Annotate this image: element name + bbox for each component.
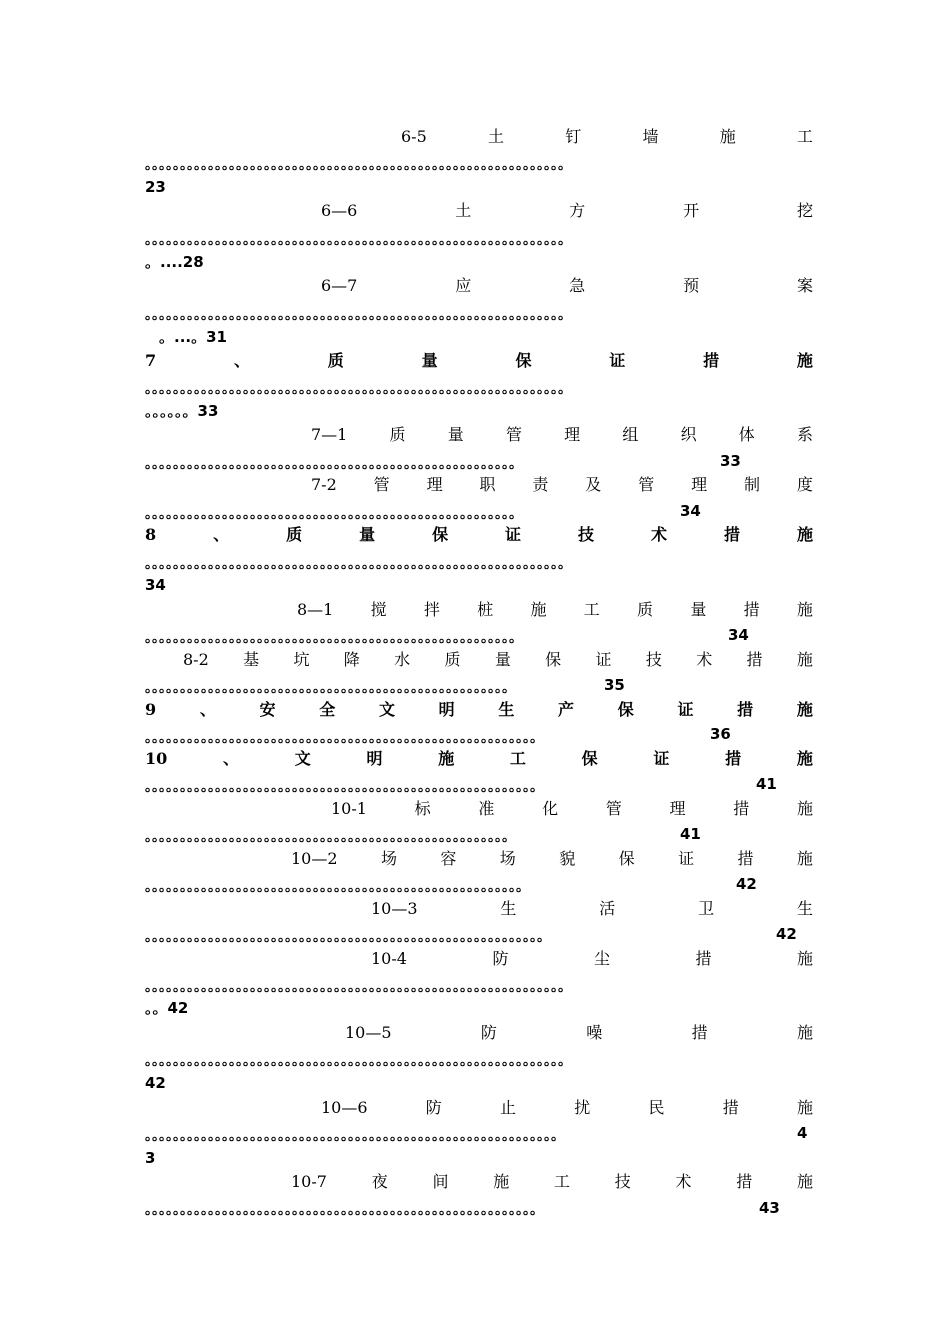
- toc-title-token: 术: [696, 650, 713, 669]
- toc-page-number: 35: [604, 676, 625, 694]
- toc-title-token: 、: [213, 525, 230, 544]
- toc-title-token: 场: [380, 849, 397, 868]
- toc-title-token: 7-2: [311, 475, 337, 494]
- toc-title-token: 责: [532, 475, 549, 494]
- toc-title-token: 土: [487, 127, 504, 146]
- toc-dot-leader: 。。。。。。。。。。。。。。。。。。。。。。。。。。。。。。。。。。。。。。。。。。。。。。。。。。。。。: [145, 506, 523, 522]
- toc-title-token: 证: [678, 849, 695, 868]
- toc-title-token: 6-5: [401, 127, 427, 146]
- toc-dot-leader: 。。。。。。。。。。。。。。。。。。。。。。。。。。。。。。。。。。。。。。。。。。。。。。。。。。。。: [145, 680, 516, 696]
- toc-title-token: 技: [614, 1172, 631, 1191]
- toc-title-token: 工: [509, 749, 526, 768]
- toc-title-token: 量: [359, 525, 376, 544]
- toc-title-token: 管: [373, 475, 390, 494]
- toc-title-token: 保: [515, 351, 532, 370]
- toc-title-token: 安: [259, 700, 276, 719]
- toc-title-token: 证: [653, 749, 670, 768]
- toc-title-token: 质: [444, 650, 461, 669]
- toc-title-token: 10—5: [345, 1023, 392, 1042]
- toc-title-token: 措: [733, 799, 750, 818]
- toc-page-number: 41: [680, 825, 701, 843]
- toc-page-number-part: 4: [797, 1124, 808, 1142]
- toc-title-token: 施: [438, 749, 455, 768]
- toc-title-token: 施: [719, 127, 736, 146]
- toc-title-token: 技: [645, 650, 662, 669]
- toc-entry-title[interactable]: [371, 949, 813, 969]
- toc-dot-leader: 。。。。。。。。。。。。。。。。。。。。。。。。。。。。。。。。。。。。。。。。。。。。。。。。。。。。。。。。。: [145, 929, 551, 945]
- toc-title-token: 体: [738, 425, 755, 444]
- toc-title-token: 坑: [293, 650, 310, 669]
- toc-title-token: 明: [438, 700, 455, 719]
- toc-dot-leader: 。。。。。。。。。。。。。。。。。。。。。。。。。。。。。。。。。。。。。。。。。。。。。。。。。。。。。。: [145, 879, 530, 895]
- toc-title-token: 理: [426, 475, 443, 494]
- toc-title-token: 保: [618, 849, 635, 868]
- toc-page-number: 。。42: [145, 999, 189, 1017]
- toc-dot-leader: 。。。。。。。。。。。。。。。。。。。。。。。。。。。。。。。。。。。。。。。。。。。。。。。。。。。。。: [145, 456, 523, 472]
- toc-title-token: 保: [617, 700, 634, 719]
- toc-title-token: 准: [478, 799, 495, 818]
- toc-title-token: 文: [378, 700, 395, 719]
- toc-title-token: 桩: [477, 600, 494, 619]
- toc-dot-leader: 。。。。。。。。。。。。。。。。。。。。。。。。。。。。。。。。。。。。。。。。。。。。。。。。。。。。。。。。。。。: [145, 1128, 565, 1144]
- toc-title-token: 技: [578, 525, 595, 544]
- toc-title-token: 貌: [559, 849, 576, 868]
- toc-title-token: 防: [480, 1023, 497, 1042]
- toc-dot-leader: 。。。。。。。。。。。。。。。。。。。。。。。。。。。。。。。。。。。。。。。。。。。。。。。。。。。。。。。。。。。。: [145, 556, 572, 572]
- toc-title-token: 产: [558, 700, 575, 719]
- toc-title-token: 6—7: [321, 276, 358, 295]
- toc-title-token: 措: [743, 600, 760, 619]
- toc-dot-leader: 。。。。。。。。。。。。。。。。。。。。。。。。。。。。。。。。。。。。。。。。。。。。。。。。。。。。。。。。。。。。: [145, 307, 572, 323]
- toc-title-token: 理: [669, 799, 686, 818]
- toc-title-token: 工: [583, 600, 600, 619]
- toc-title-token: 挖: [796, 201, 813, 220]
- toc-title-token: 理: [564, 425, 581, 444]
- toc-title-token: 卫: [698, 899, 715, 918]
- toc-page-number: 42: [145, 1074, 166, 1092]
- toc-title-token: 量: [447, 425, 464, 444]
- toc-title-token: 制: [744, 475, 761, 494]
- toc-title-token: 急: [569, 276, 586, 295]
- toc-title-token: 施: [796, 799, 813, 818]
- toc-title-token: 证: [677, 700, 694, 719]
- toc-title-token: 8—1: [297, 600, 334, 619]
- toc-page-number: 42: [776, 925, 797, 943]
- toc-title-token: 10—3: [371, 899, 418, 918]
- toc-title-token: 8-2: [183, 650, 209, 669]
- toc-title-token: 民: [648, 1098, 665, 1117]
- toc-page-number: 43: [759, 1199, 780, 1217]
- toc-title-token: 搅: [370, 600, 387, 619]
- toc-title-token: 措: [736, 1172, 753, 1191]
- toc-title-token: 质: [327, 351, 344, 370]
- toc-title-token: 方: [569, 201, 586, 220]
- toc-title-token: 措: [725, 749, 742, 768]
- toc-title-token: 防: [425, 1098, 442, 1117]
- toc-title-token: 7—1: [311, 425, 348, 444]
- toc-title-token: 证: [505, 525, 522, 544]
- toc-dot-leader: 。。。。。。。。。。。。。。。。。。。。。。。。。。。。。。。。。。。。。。。。。。。。。。。。。。。。。。。。。。。。: [145, 232, 572, 248]
- toc-title-token: 钉: [565, 127, 582, 146]
- toc-title-token: 案: [796, 276, 813, 295]
- toc-title-token: 证: [595, 650, 612, 669]
- toc-title-token: 措: [695, 949, 712, 968]
- toc-page-number: 3: [145, 1149, 156, 1167]
- toc-title-token: 质: [389, 425, 406, 444]
- toc-title-token: 全: [319, 700, 336, 719]
- toc-title-token: 10—2: [291, 849, 338, 868]
- toc-dot-leader: 。。。。。。。。。。。。。。。。。。。。。。。。。。。。。。。。。。。。。。。。。。。。。。。。。。。。。。。。。。。。: [145, 1053, 572, 1069]
- toc-title-token: 噪: [586, 1023, 603, 1042]
- toc-dot-leader: 。。。。。。。。。。。。。。。。。。。。。。。。。。。。。。。。。。。。。。。。。。。。。。。。。。。。。。。。。。。。: [145, 381, 572, 397]
- toc-title-token: 措: [691, 1023, 708, 1042]
- toc-entry-title[interactable]: [145, 351, 813, 371]
- toc-title-token: 质: [637, 600, 654, 619]
- toc-title-token: 施: [530, 600, 547, 619]
- toc-title-token: 施: [796, 600, 813, 619]
- toc-page-number: 。...。31: [159, 328, 227, 346]
- toc-title-token: 量: [690, 600, 707, 619]
- toc-title-token: 基: [243, 650, 260, 669]
- toc-page-number: 34: [680, 502, 701, 520]
- toc-title-token: 管: [638, 475, 655, 494]
- toc-dot-leader: 。。。。。。。。。。。。。。。。。。。。。。。。。。。。。。。。。。。。。。。。。。。。。。。。。。。。。。。。。。。。: [145, 157, 572, 173]
- toc-title-token: 量: [494, 650, 511, 669]
- toc-title-token: 施: [796, 1172, 813, 1191]
- toc-page-number: 34: [728, 626, 749, 644]
- toc-entry-title[interactable]: [291, 1172, 813, 1192]
- toc-title-token: 拌: [423, 600, 440, 619]
- toc-title-token: 工: [796, 127, 813, 146]
- toc-title-token: 场: [499, 849, 516, 868]
- toc-title-token: 施: [796, 351, 813, 370]
- toc-title-token: 证: [609, 351, 626, 370]
- toc-title-token: 施: [796, 1098, 813, 1117]
- toc-page-number: 33: [720, 452, 741, 470]
- toc-title-token: 施: [796, 949, 813, 968]
- toc-dot-leader: 。。。。。。。。。。。。。。。。。。。。。。。。。。。。。。。。。。。。。。。。。。。。。。。。。。。。。。。。: [145, 1202, 544, 1218]
- toc-page-number: 。....28: [145, 253, 204, 271]
- toc-title-token: 度: [796, 475, 813, 494]
- toc-title-token: 保: [581, 749, 598, 768]
- toc-title-token: 施: [493, 1172, 510, 1191]
- toc-page-number: 36: [710, 725, 731, 743]
- toc-title-token: 措: [737, 700, 754, 719]
- toc-entry-title[interactable]: [311, 475, 813, 495]
- toc-title-token: 保: [432, 525, 449, 544]
- toc-title-token: 夜: [371, 1172, 388, 1191]
- toc-title-token: 措: [746, 650, 763, 669]
- toc-entry-title[interactable]: [371, 899, 813, 919]
- toc-title-token: 措: [722, 1098, 739, 1117]
- toc-title-token: 10: [145, 749, 168, 768]
- toc-title-token: 6—6: [321, 201, 358, 220]
- toc-title-token: 扰: [574, 1098, 591, 1117]
- toc-page-number: 41: [756, 775, 777, 793]
- toc-title-token: 措: [724, 525, 741, 544]
- toc-entry-title[interactable]: [321, 276, 813, 296]
- toc-dot-leader: 。。。。。。。。。。。。。。。。。。。。。。。。。。。。。。。。。。。。。。。。。。。。。。。。。。。。: [145, 829, 516, 845]
- toc-entry-title[interactable]: [183, 650, 813, 670]
- toc-title-token: 施: [796, 749, 813, 768]
- toc-entry-title[interactable]: [297, 600, 813, 620]
- toc-title-token: 生: [796, 899, 813, 918]
- toc-dot-leader: 。。。。。。。。。。。。。。。。。。。。。。。。。。。。。。。。。。。。。。。。。。。。。。。。。。。。。。。。。。。。: [145, 979, 572, 995]
- toc-title-token: 术: [651, 525, 668, 544]
- toc-title-token: 措: [703, 351, 720, 370]
- toc-entry-title[interactable]: [291, 849, 813, 869]
- toc-page-number: 42: [736, 875, 757, 893]
- toc-title-token: 明: [366, 749, 383, 768]
- toc-title-token: 质: [286, 525, 303, 544]
- toc-title-token: 止: [500, 1098, 517, 1117]
- toc-dot-leader: 。。。。。。。。。。。。。。。。。。。。。。。。。。。。。。。。。。。。。。。。。。。。。。。。。。。。。。。。: [145, 730, 544, 746]
- toc-title-token: 施: [796, 1023, 813, 1042]
- toc-title-token: 降: [343, 650, 360, 669]
- toc-title-token: 组: [622, 425, 639, 444]
- toc-title-token: 保: [545, 650, 562, 669]
- toc-title-token: 职: [479, 475, 496, 494]
- toc-title-token: 、: [233, 351, 250, 370]
- toc-title-token: 10-7: [291, 1172, 327, 1191]
- toc-title-token: 生: [500, 899, 517, 918]
- toc-title-token: 管: [505, 425, 522, 444]
- toc-dot-leader: 。。。。。。。。。。。。。。。。。。。。。。。。。。。。。。。。。。。。。。。。。。。。。。。。。。。。。: [145, 630, 523, 646]
- toc-title-token: 10-1: [331, 799, 367, 818]
- toc-title-token: 施: [796, 700, 813, 719]
- toc-title-token: 、: [199, 700, 216, 719]
- toc-title-token: 工: [553, 1172, 570, 1191]
- toc-entry-title[interactable]: [145, 749, 813, 769]
- toc-title-token: 量: [421, 351, 438, 370]
- toc-entry-title[interactable]: [331, 799, 813, 819]
- toc-title-token: 7: [145, 351, 157, 370]
- toc-title-token: 10—6: [321, 1098, 368, 1117]
- toc-entry-title[interactable]: [401, 127, 813, 147]
- toc-entry-title[interactable]: [321, 201, 813, 221]
- toc-entry-title[interactable]: [145, 525, 813, 545]
- toc-title-token: 施: [796, 849, 813, 868]
- toc-title-token: 文: [294, 749, 311, 768]
- toc-entry-title[interactable]: [311, 425, 813, 445]
- toc-title-token: 术: [675, 1172, 692, 1191]
- toc-title-token: 8: [145, 525, 157, 544]
- toc-title-token: 应: [455, 276, 472, 295]
- toc-title-token: 施: [796, 525, 813, 544]
- toc-title-token: 理: [691, 475, 708, 494]
- toc-title-token: 活: [599, 899, 616, 918]
- toc-entry-title[interactable]: [345, 1023, 813, 1043]
- toc-title-token: 间: [432, 1172, 449, 1191]
- toc-title-token: 墙: [642, 127, 659, 146]
- toc-dot-leader: 。。。。。。。。。。。。。。。。。。。。。。。。。。。。。。。。。。。。。。。。。。。。。。。。。。。。。。。。: [145, 779, 544, 795]
- toc-title-token: 生: [498, 700, 515, 719]
- toc-title-token: 9: [145, 700, 157, 719]
- toc-title-token: 土: [455, 201, 472, 220]
- toc-title-token: 施: [796, 650, 813, 669]
- toc-title-token: 预: [683, 276, 700, 295]
- toc-title-token: 防: [492, 949, 509, 968]
- toc-page-number: 34: [145, 576, 166, 594]
- toc-title-token: 10-4: [371, 949, 407, 968]
- toc-title-token: 管: [605, 799, 622, 818]
- toc-title-token: 及: [585, 475, 602, 494]
- toc-title-token: 开: [683, 201, 700, 220]
- toc-title-token: 容: [440, 849, 457, 868]
- toc-title-token: 织: [680, 425, 697, 444]
- toc-title-token: 系: [796, 425, 813, 444]
- toc-title-token: 尘: [593, 949, 610, 968]
- toc-entry-title[interactable]: [145, 700, 813, 720]
- toc-entry-title[interactable]: [321, 1098, 813, 1118]
- toc-title-token: 标: [414, 799, 431, 818]
- toc-title-token: 水: [394, 650, 411, 669]
- toc-title-token: 、: [222, 749, 239, 768]
- toc-title-token: 化: [542, 799, 559, 818]
- toc-page-number: 。。。。。。33: [145, 402, 219, 420]
- toc-title-token: 措: [737, 849, 754, 868]
- toc-page-number: 23: [145, 178, 166, 196]
